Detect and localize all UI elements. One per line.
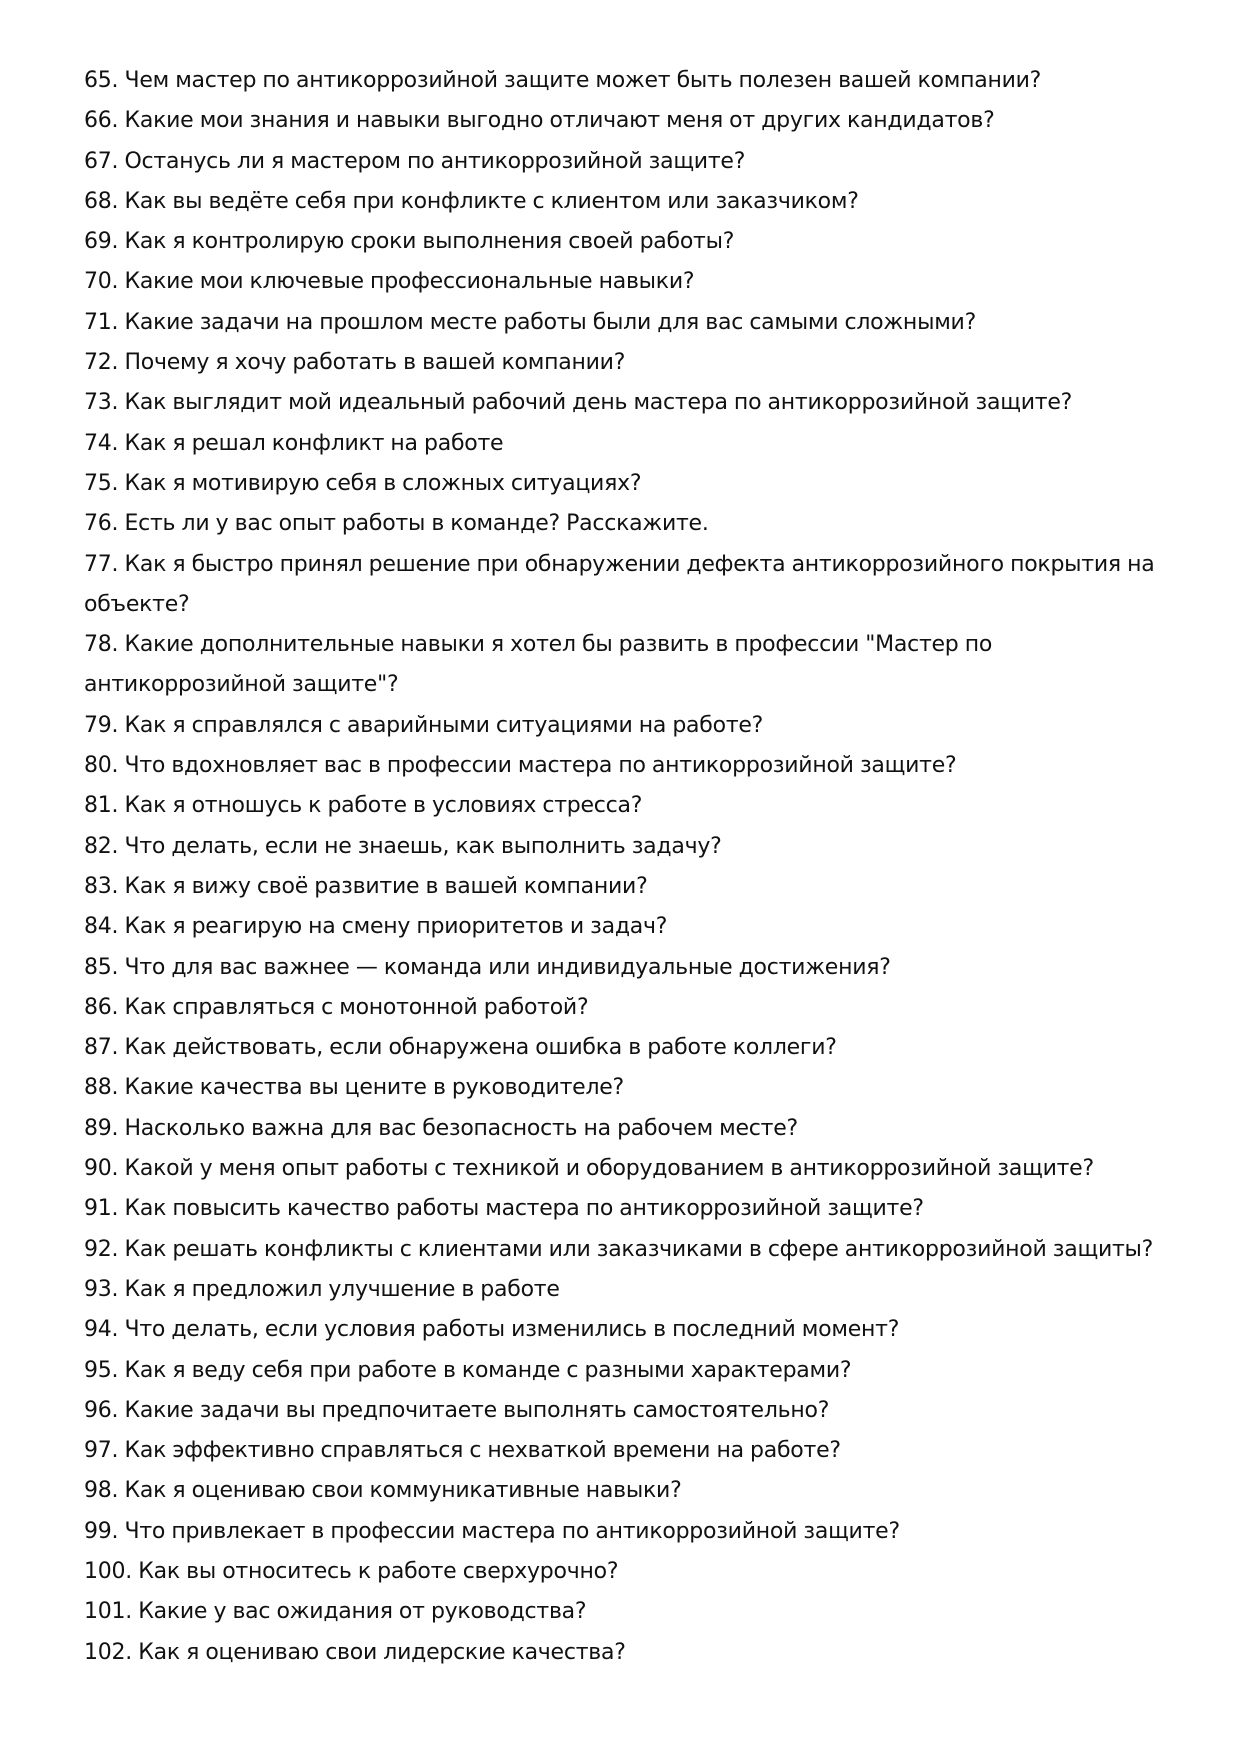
question-73: 73. Как выглядит мой идеальный рабочий день мастера по антикоррозийной защите? [84, 390, 1073, 416]
question-74: 74. Как я решал конфликт на работе [84, 430, 504, 456]
question-88: 88. Какие качества вы цените в руководителе? [84, 1075, 624, 1101]
question-82: 82. Что делать, если не знаешь, как выполнить задачу? [84, 833, 722, 859]
question-70: 70. Какие мои ключевые профессиональные навыки? [84, 269, 695, 295]
question-79: 79. Как я справлялся с аварийными ситуациями на работе? [84, 712, 764, 738]
question-72: 72. Почему я хочу работать в вашей компании? [84, 350, 626, 376]
question-77: 77. Как я быстро принял решение при обнаружении дефекта антикоррозийного покрытия на объекте? [84, 551, 1155, 617]
question-75: 75. Как я мотивирую себя в сложных ситуациях? [84, 470, 642, 496]
question-100: 100. Как вы относитесь к работе сверхурочно? [84, 1558, 619, 1584]
question-97: 97. Как эффективно справляться с нехваткой времени на работе? [84, 1438, 841, 1464]
question-84: 84. Как я реагирую на смену приоритетов и задач? [84, 914, 668, 940]
question-78: 78. Какие дополнительные навыки я хотел бы развить в профессии "Мастер по антикоррозийной защите"? [84, 632, 993, 698]
question-83: 83. Как я вижу своё развитие в вашей компании? [84, 873, 648, 899]
question-95: 95. Как я веду себя при работе в команде с разными характерами? [84, 1357, 852, 1383]
question-66: 66. Какие мои знания и навыки выгодно отличают меня от других кандидатов? [84, 108, 995, 134]
question-99: 99. Что привлекает в профессии мастера по антикоррозийной защите? [84, 1518, 900, 1544]
question-98: 98. Как я оцениваю свои коммуникативные навыки? [84, 1478, 682, 1504]
question-102: 102. Как я оцениваю свои лидерские качества? [84, 1639, 626, 1665]
question-65: 65. Чем мастер по антикоррозийной защите может быть полезен вашей компании? [84, 68, 1042, 93]
question-101: 101. Какие у вас ожидания от руководства? [84, 1599, 587, 1625]
question-90: 90. Какой у меня опыт работы с техникой и оборудованием в антикоррозийной защите? [84, 1156, 1094, 1182]
question-86: 86. Как справляться с монотонной работой? [84, 994, 589, 1020]
question-89: 89. Насколько важна для вас безопасность на рабочем месте? [84, 1115, 798, 1141]
question-93: 93. Как я предложил улучшение в работе [84, 1276, 560, 1302]
question-list [84, 61, 1174, 1673]
question-71: 71. Какие задачи на прошлом месте работы были для вас самыми сложными? [84, 309, 977, 335]
question-81: 81. Как я отношусь к работе в условиях стресса? [84, 793, 643, 819]
question-87: 87. Как действовать, если обнаружена ошибка в работе коллеги? [84, 1035, 837, 1061]
question-96: 96. Какие задачи вы предпочитаете выполнять самостоятельно? [84, 1397, 830, 1423]
question-76: 76. Есть ли у вас опыт работы в команде? Расскажите. [84, 511, 709, 537]
question-67: 67. Останусь ли я мастером по антикоррозийной защите? [84, 148, 746, 174]
question-68: 68. Как вы ведёте себя при конфликте с клиентом или заказчиком? [84, 188, 859, 214]
question-92: 92. Как решать конфликты с клиентами или заказчиками в сфере антикоррозийной защиты? [84, 1236, 1154, 1262]
question-80: 80. Что вдохновляет вас в профессии мастера по антикоррозийной защите? [84, 753, 957, 779]
question-85: 85. Что для вас важнее — команда или индивидуальные достижения? [84, 954, 891, 980]
question-94: 94. Что делать, если условия работы изменились в последний момент? [84, 1317, 900, 1343]
question-91: 91. Как повысить качество работы мастера по антикоррозийной защите? [84, 1196, 924, 1222]
question-69: 69. Как я контролирую сроки выполнения своей работы? [84, 229, 735, 255]
